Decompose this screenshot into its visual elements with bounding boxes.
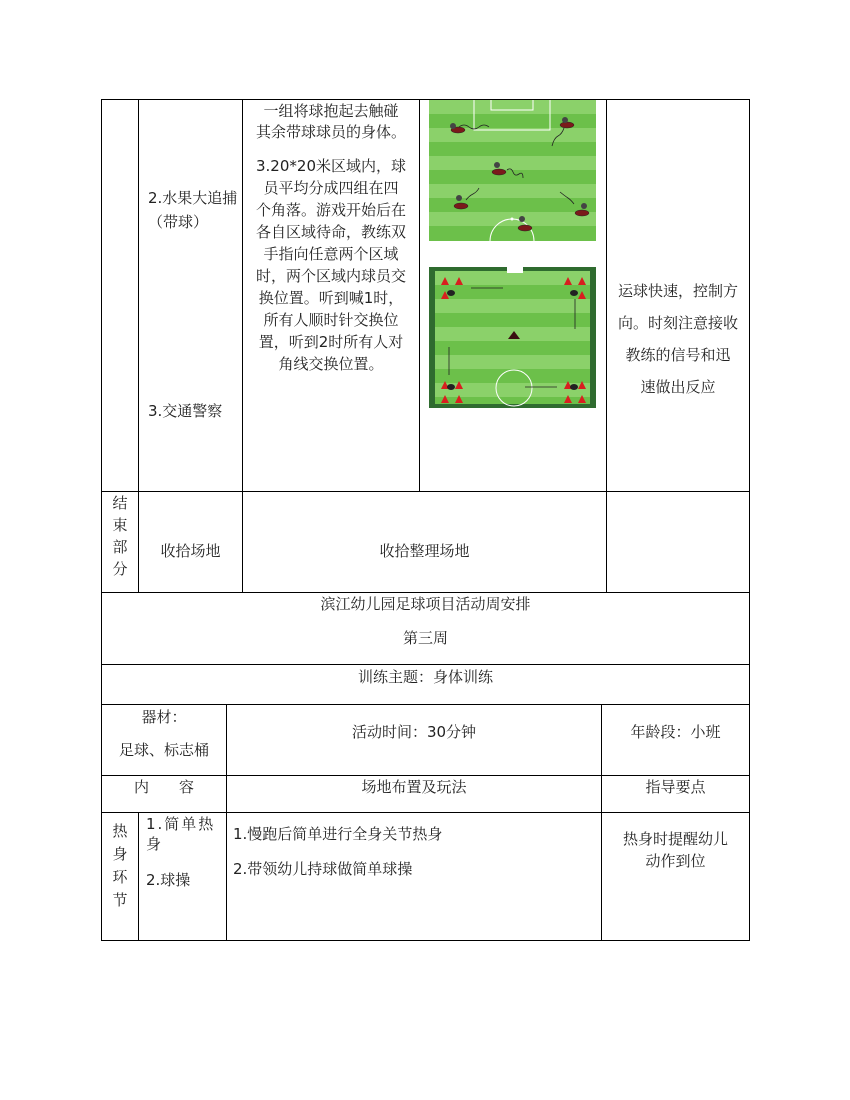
- warmup-layout1: 1.慢跑后简单进行全身关节热身: [233, 825, 443, 843]
- field-diagram-traffic-police: [429, 267, 596, 408]
- equipment-value: 足球、标志桶: [118, 741, 209, 759]
- key-point-line: 速做出反应: [640, 378, 716, 396]
- header-layout: 场地布置及玩法: [361, 778, 467, 796]
- training-theme: 训练主题：身体训练: [357, 668, 493, 686]
- warmup-key-point-line2: 动作到位: [645, 852, 706, 870]
- warmup-section-label: [104, 820, 136, 912]
- week-title: 滨江幼儿园足球项目活动周安排: [320, 595, 531, 613]
- warmup-item1-line2: 身: [146, 835, 162, 853]
- label-char: 热: [112, 822, 128, 840]
- col-divider-4: [606, 99, 607, 592]
- key-points-section1: [608, 275, 748, 403]
- key-point-line: 运球快速，控制方: [617, 282, 738, 300]
- row-divider: [101, 491, 750, 492]
- rule-line: 3.20*20米区域内，球: [256, 157, 406, 175]
- rule-line: 所有人顺时针交换位: [263, 311, 399, 329]
- header-content: 内 容: [133, 778, 194, 796]
- description-rules: [245, 155, 417, 375]
- activity-duration: 活动时间：30分钟: [351, 723, 477, 741]
- col-divider-1: [138, 99, 139, 592]
- col-divider-lower-0: [138, 812, 139, 941]
- week-label: 第三周: [402, 629, 448, 647]
- ending-section-label: [104, 492, 136, 580]
- warmup-layout2: 2.带领幼儿持球做简单球操: [233, 860, 413, 878]
- label-char: 束: [112, 516, 128, 534]
- col-divider-3: [419, 99, 420, 491]
- table-border-top: [101, 99, 750, 100]
- key-point-line: 教练的信号和迅: [625, 346, 731, 364]
- table-border-left: [101, 99, 102, 941]
- ending-content: 收拾场地: [160, 542, 221, 560]
- description-intro-line2: 其余带球球员的身体。: [255, 123, 406, 141]
- rule-line: 时，两个区域内球员交: [255, 267, 406, 285]
- label-char: 分: [112, 560, 128, 578]
- rule-line: 员平均分成四组在四: [263, 179, 399, 197]
- ending-layout: 收拾整理场地: [379, 542, 470, 560]
- rule-line: 个角落。游戏开始后在: [255, 201, 406, 219]
- label-char: 部: [112, 538, 128, 556]
- item-fruit-chase: 2.水果大追捕（带球）: [148, 189, 238, 231]
- label-char: 结: [112, 494, 128, 512]
- table-border-right: [749, 99, 750, 941]
- equipment-label: 器材：: [141, 708, 187, 726]
- key-point-line: 向。时刻注意接收: [617, 314, 738, 332]
- warmup-item1-line1: 1.简单热: [146, 815, 216, 833]
- table-border-bottom: [101, 940, 750, 941]
- description-intro-line1: 一组将球抱起去触碰: [263, 102, 399, 120]
- label-char: 节: [112, 891, 128, 909]
- rule-line: 置，听到2时所有人对: [258, 333, 404, 351]
- rule-line: 各自区域待命，教练双: [255, 223, 406, 241]
- label-char: 身: [112, 845, 128, 863]
- field-diagram-fruit-chase: [429, 100, 596, 241]
- label-char: 环: [112, 868, 128, 886]
- rule-line: 手指向任意两个区域: [263, 245, 399, 263]
- warmup-key-point-line1: 热身时提醒幼儿: [622, 830, 728, 848]
- rule-line: 换位置。听到喊1时，: [258, 289, 404, 307]
- warmup-item2: 2.球操: [146, 871, 191, 889]
- age-group: 年龄段：小班: [630, 723, 721, 741]
- item-traffic-police: 3.交通警察: [148, 402, 223, 420]
- rule-line: 角线交换位置。: [278, 355, 384, 373]
- col-divider-2: [242, 99, 243, 592]
- header-key-points: 指导要点: [645, 778, 706, 796]
